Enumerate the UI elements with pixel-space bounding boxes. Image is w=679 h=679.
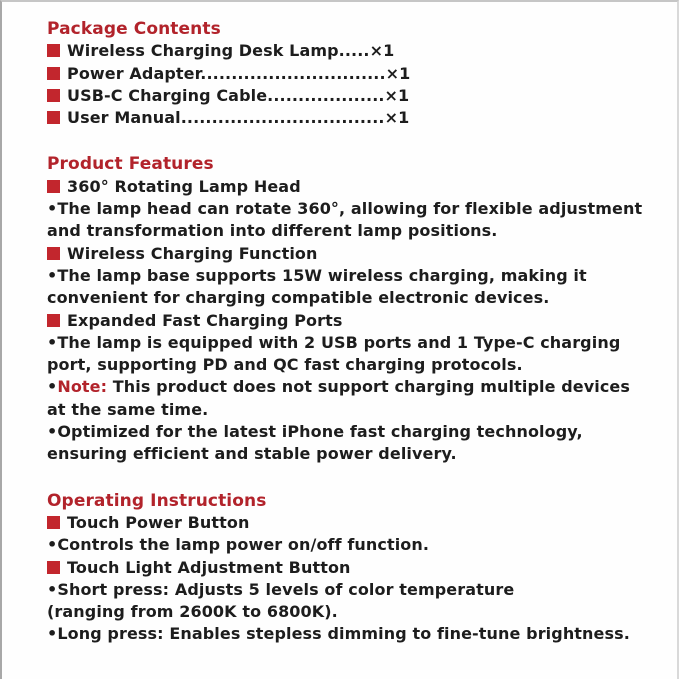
text-line (47, 265, 659, 287)
red-square-bullet-icon (47, 314, 60, 327)
list-item (47, 243, 659, 265)
red-square-bullet-icon (47, 180, 60, 193)
line-text: Touch Power Button (67, 512, 250, 532)
text-line (47, 579, 659, 601)
line-text: This product does not support charging multiple devices (107, 377, 630, 397)
line-text: (ranging from 2600K to 6800K). (47, 602, 338, 622)
red-square-bullet-icon (47, 44, 60, 57)
line-text: •The lamp is equipped with 2 USB ports and 1 Type-C charging (47, 332, 621, 352)
list-item (47, 85, 659, 107)
line-text: ensuring efficient and stable power delivery. (47, 444, 457, 464)
red-square-bullet-icon (47, 89, 60, 102)
list-item (47, 176, 659, 198)
line-text: •Short press: Adjusts 5 levels of color temperature (47, 579, 515, 599)
list-item (47, 63, 659, 85)
line-text: convenient for charging compatible electronic devices. (47, 288, 550, 308)
line-text: Wireless Charging Function (67, 243, 318, 263)
text-line (47, 421, 659, 443)
line-text: •Optimized for the latest iPhone fast charging technology, (47, 422, 583, 442)
section-heading: Package Contents (47, 19, 221, 39)
section (47, 18, 659, 129)
text-line (47, 332, 659, 354)
red-square-bullet-icon (47, 67, 60, 80)
text-line (47, 399, 659, 421)
text-line (47, 601, 659, 623)
text-line (47, 354, 659, 376)
line-text: 360° Rotating Lamp Head (67, 176, 301, 196)
line-text: Power Adapter..............................×1 (67, 63, 411, 83)
list-item (47, 557, 659, 579)
list-item (47, 107, 659, 129)
list-item (47, 512, 659, 534)
line-text: •Long press: Enables stepless dimming to fine-tune brightness. (47, 624, 630, 644)
text-line (47, 623, 659, 645)
red-square-bullet-icon (47, 247, 60, 260)
text-line (47, 287, 659, 309)
line-text: Expanded Fast Charging Ports (67, 310, 343, 330)
section-heading: Product Features (47, 154, 214, 175)
list-item (47, 40, 659, 62)
line-text: Touch Light Adjustment Button (67, 557, 351, 577)
line-text: at the same time. (47, 399, 209, 419)
line-text: •The lamp head can rotate 360°, allowing for flexible adjustment (47, 199, 643, 219)
note-label: Note: (57, 377, 108, 397)
line-text: Wireless Charging Desk Lamp.....×1 (67, 41, 395, 61)
sections-container (47, 18, 659, 646)
text-line (47, 534, 659, 556)
line-text: and transformation into different lamp positions. (47, 221, 498, 241)
line-text: •Controls the lamp power on/off function. (47, 535, 430, 555)
text-line (47, 220, 659, 242)
list-item (47, 310, 659, 332)
line-text: User Manual.................................×1 (67, 108, 410, 128)
text-line (47, 376, 659, 398)
text-line (47, 443, 659, 465)
red-square-bullet-icon (47, 516, 60, 529)
red-square-bullet-icon (47, 111, 60, 124)
line-text: • (47, 377, 58, 397)
text-line (47, 198, 659, 220)
red-square-bullet-icon (47, 561, 60, 574)
line-text: •The lamp base supports 15W wireless charging, making it (47, 265, 587, 285)
section-heading: Operating Instructions (47, 490, 267, 511)
line-text: port, supporting PD and QC fast charging protocols. (47, 355, 523, 375)
section (47, 153, 659, 465)
line-text: USB-C Charging Cable...................×1 (67, 85, 410, 105)
section (47, 490, 659, 646)
